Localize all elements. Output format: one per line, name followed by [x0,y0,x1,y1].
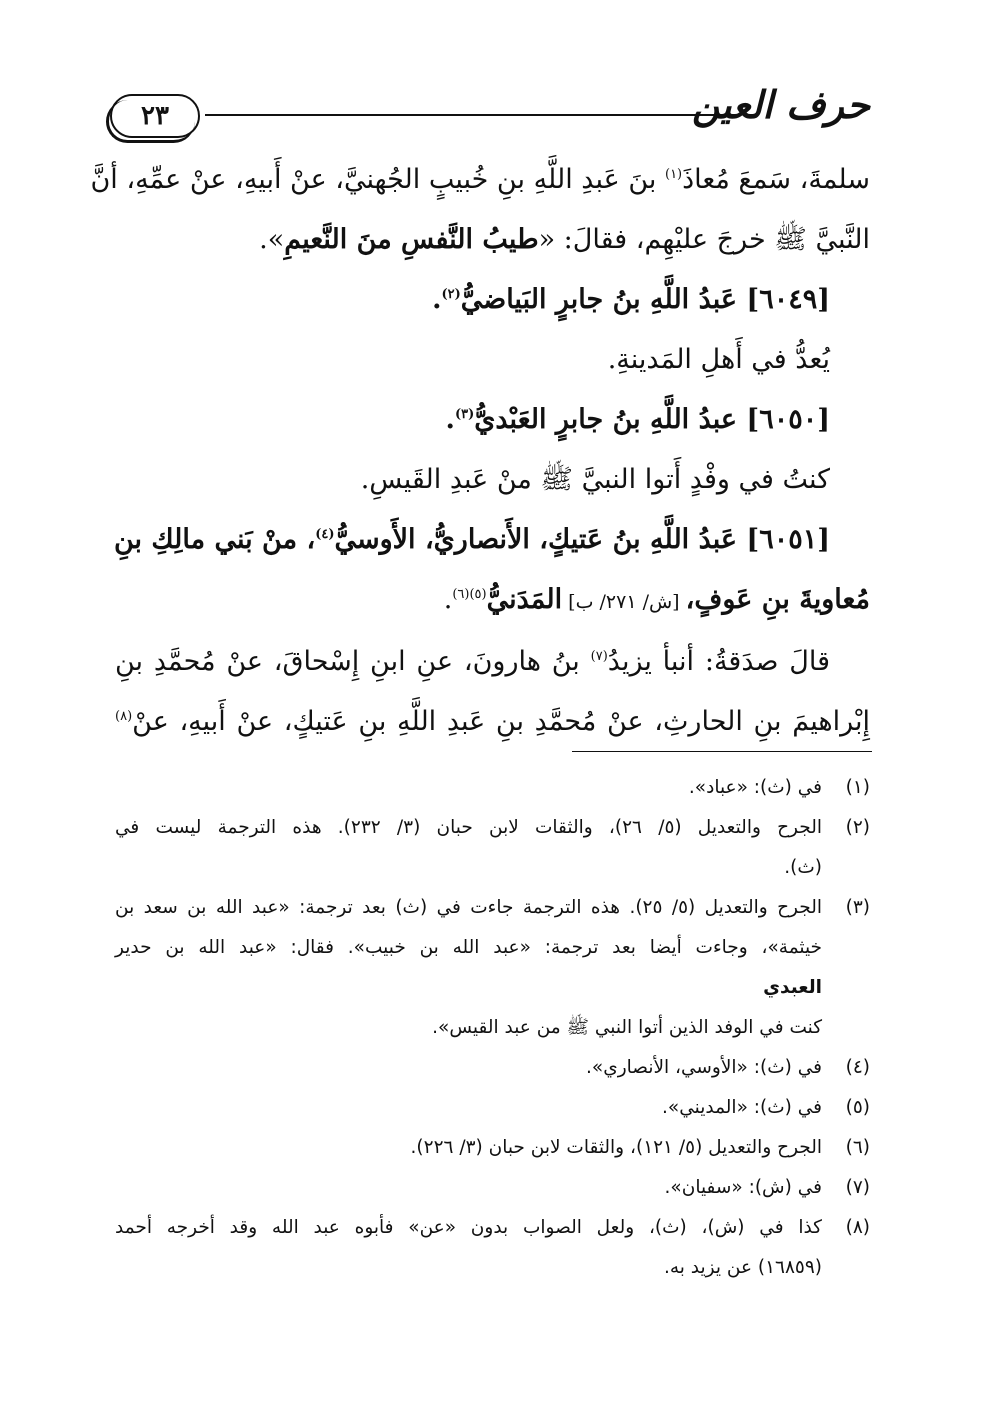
chapter-title: حرف العين [692,82,870,127]
footnote-5: (٥) في (ث): «المديني». [115,1088,870,1128]
footnote-3-continued: كنت في الوفد الذين أتوا النبي ﷺ من عبد القيس». [432,1017,822,1038]
footnote-ref: (٨) [115,709,133,724]
text-line: إِبْراهيمَ بنِ الحارثِ، عنْ مُحمَّدِ بنِ عَبدِ اللَّهِ بنِ عَتيكٍ، عنْ أَبيهِ، عنْ$^{(٨)}$ [115,706,870,737]
entry-number: [٦٠٥٠] [746,404,830,435]
footnote-number: (٨) [845,1217,870,1238]
footnote-7: (٧) في (ش): «سفيان». [115,1168,870,1208]
header-rule [205,114,720,116]
main-text [90,150,870,752]
entry-heading-6049: [٦٠٤٩] عَبدُ اللَّهِ بنُ جابرٍ البَياضيُّ$^{(٢)}$. [432,284,830,315]
footnote-number: (٧) [845,1177,870,1198]
footnote-number: (٢) [845,817,870,838]
text-line: سلمةَ، سَمعَ مُعاذَ$^{(١)}$ بنَ عَبدِ اللَّهِ بنِ خُبيبٍ الجُهنيَّ، عنْ أَبيهِ، عنْ عمِّهِ، أنَّ [90,164,870,195]
footnote-number: (٤) [845,1057,870,1078]
entry-text: كنتُ في وفْدٍ أَتوا النبيَّ ﷺ منْ عَبدِ القَيسِ. [360,464,830,495]
entry-text: يُعدُّ في أَهلِ المَدينةِ. [607,344,830,375]
footnote-ref: (٢) [441,287,461,302]
footnote-2: (٢) الجرح والتعديل (٥/ ٢٦)، والثقات لابن حبان (٣/ ٢٣٢). هذه الترجمة ليست في (ث). [115,808,870,888]
footnote-number: (٥) [845,1097,870,1118]
text-line: النَّبيَّ ﷺ خرجَ عليْهِم، فقالَ: «طيبُ النَّفسِ منَ النَّعيمِ». [259,224,870,255]
footnote-8: (٨) كذا في (ش)، (ث)، ولعل الصواب بدون «عن» فأبوه عبد الله وقد أخرجه أحمد (١٦٨٥٩) عن يزيد به. [115,1208,870,1288]
footnote-ref: (٥)(٦) [452,587,487,602]
page-number: ٢٣ [141,101,169,131]
manuscript-ref: [ش/ ٢٧١/ ب] [562,591,686,613]
footnote-number: (٦) [845,1137,870,1158]
footnote-ref: (٤) [315,527,335,542]
entry-heading-6050: [٦٠٥٠] عبدُ اللَّهِ بنُ جابرٍ العَبْديُّ$^{(٣)}$. [445,404,830,435]
footnote-1: (١) في (ث): «عباد». [115,768,870,808]
footnotes [115,768,870,1288]
text-line: مُعاويةَ بنِ عَوفٍ، [ش/ ٢٧١/ ب] المَدَنيُّ$^{(٥)(٦)}$. [443,584,870,615]
entry-number: [٦٠٥١] [746,524,830,555]
footnote-divider [572,751,872,752]
footnote-3: (٣) الجرح والتعديل (٥/ ٢٥). هذه الترجمة جاءت في (ث) بعد ترجمة: «عبد الله بن سعد بن خيثمة»، وجاءت أيضا بعد ترجمة: «عبد الله بن خبيب». فقال: «عبد الله بن حدير العبدي [115,888,870,1008]
footnote-ref: (٣) [454,407,475,422]
entry-name: عَبدُ اللَّهِ بنُ عَتيكٍ، الأَنصاريُّ، الأَوسيُّ [334,524,738,555]
entry-name: عَبدُ اللَّهِ بنُ جابرٍ البَياضيُّ [460,284,738,315]
footnote-ref: (٧) [590,649,608,664]
footnote-number: (٣) [845,897,870,918]
footnote-4: (٤) في (ث): «الأوسي، الأنصاري». [115,1048,870,1088]
running-header [110,80,870,140]
entry-number: [٦٠٤٩] [746,284,830,315]
page-number-badge [110,94,200,138]
entry-heading-6051: [٦٠٥١] عَبدُ اللَّهِ بنُ عَتيكٍ، الأَنصاريُّ، الأَوسيُّ$^{(٤)}$، منْ بَني مالِكِ بنِ [113,524,830,555]
hadith-quote: طيبُ النَّفسِ منَ النَّعيمِ [284,224,539,255]
footnote-ref: (١) [664,167,683,182]
text-line: قالَ صدَقةُ: أنبأ يزيدُ$^{(٧)}$ بنُ هارونَ، عنِ ابنِ إِسْحاقَ، عنْ مُحمَّدِ بنِ [115,646,830,677]
entry-name: عبدُ اللَّهِ بنُ جابرٍ العَبْديُّ [474,404,738,435]
footnote-6: (٦) الجرح والتعديل (٥/ ١٢١)، والثقات لابن حبان (٣/ ٢٢٦). [115,1128,870,1168]
footnote-number: (١) [845,777,870,798]
